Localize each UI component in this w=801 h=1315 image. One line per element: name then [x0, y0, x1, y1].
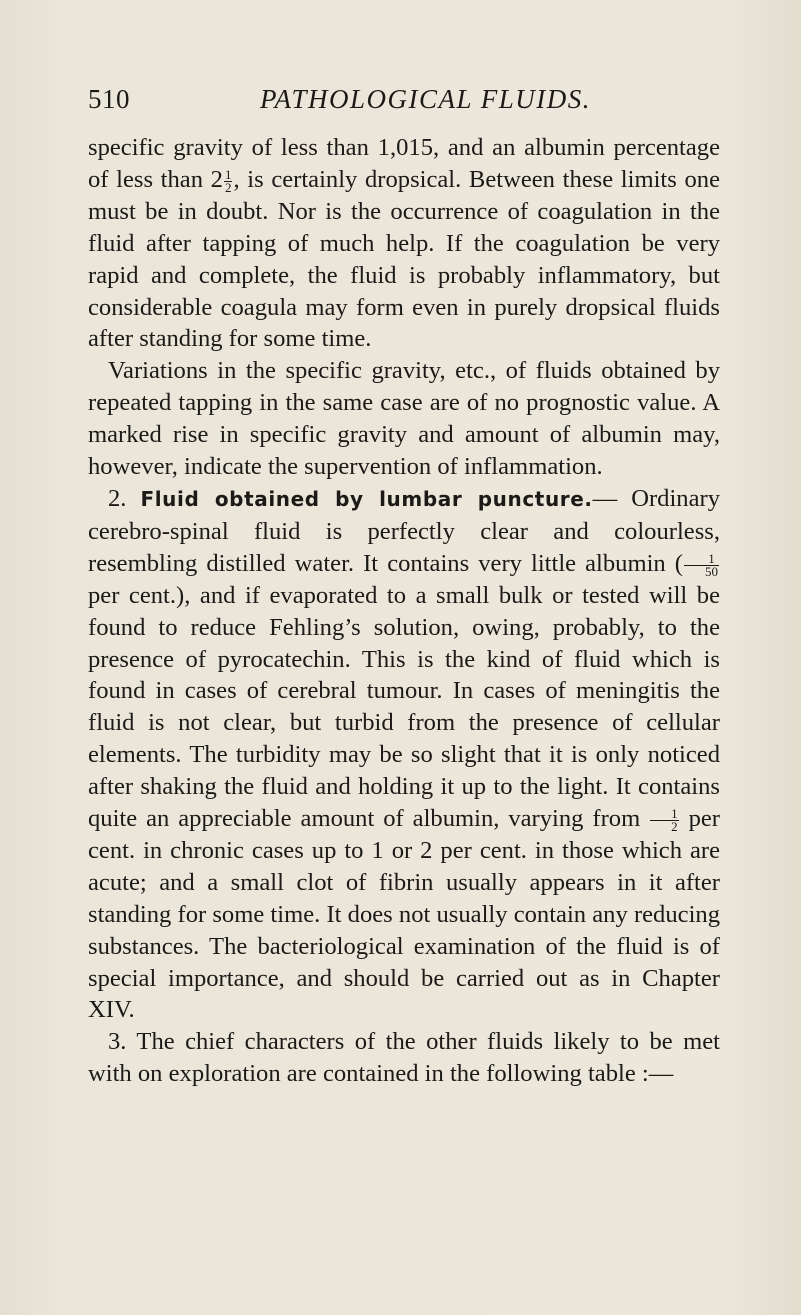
- fraction-half-2: $\frac{1}{2}$: [650, 808, 679, 833]
- p1-tail: , is certainly dropsical. Between these limits one must be in doubt. Nor is the occurrence of coagulation in the fluid after tapping of much help. If the coagulation be very rapid and complete, the fluid is probably inflammatory, but considerable coagula may form even in purely dropsical fluids after standing for some time.: [88, 165, 720, 353]
- paragraph-4: 3. The chief characters of the other fluids likely to be met with on exploration are contained in the following table :—: [88, 1028, 720, 1088]
- section-number: 2.: [108, 484, 127, 512]
- p1-text: specific gravity of less than 1,015, and an albumin percentage of less than 2: [88, 134, 720, 193]
- section-heading: Fluid obtained by lumbar puncture.: [140, 486, 593, 511]
- page-number: 510: [88, 84, 130, 114]
- body-text: [88, 132, 720, 1090]
- paragraph-3: 2. Fluid obtained by lumbar puncture.— Ordinary cerebro-spinal fluid is perfectly clear and colourless, resembling distilled water. It contains very little albumin ( $\frac{1}{50}$ per cent.), and if evaporated to a small bulk or tested will be found to reduce Fehling’s solution, owing, probably, to the presence of pyrocatechin. This is the kind of fluid which is found in cases of cerebral tumour. In cases of meningitis the fluid is not clear, but turbid from the presence of cellular elements. The turbidity may be so slight that it is only noticed after shaking the fluid and holding it up to the light. It contains quite an appreciable amount of albumin, varying from $\frac{1}{2}$ per cent. in chronic cases up to 1 or 2 per cent. in those which are acute; and a small clot of fibrin usually appears in it after standing for some time. It does not usually contain any reducing substances. The bacteriological examination of the fluid is of special importance, and should be carried out as in Chapter XIV.: [88, 484, 720, 1024]
- fraction-one-fiftieth: $\frac{1}{50}$: [684, 553, 719, 578]
- fraction-half: $\frac{1}{2}$: [224, 166, 232, 195]
- page-header: [88, 84, 711, 124]
- paragraph-2: Variations in the specific gravity, etc., of fluids obtained by repeated tapping in the same case are of no prognostic value. A marked rise in specific gravity and amount of albumin may, however, indicate the supervention of inflammation.: [88, 357, 720, 481]
- paragraph-1: [88, 132, 720, 355]
- running-head: PATHOLOGICAL FLUIDS.: [260, 84, 592, 114]
